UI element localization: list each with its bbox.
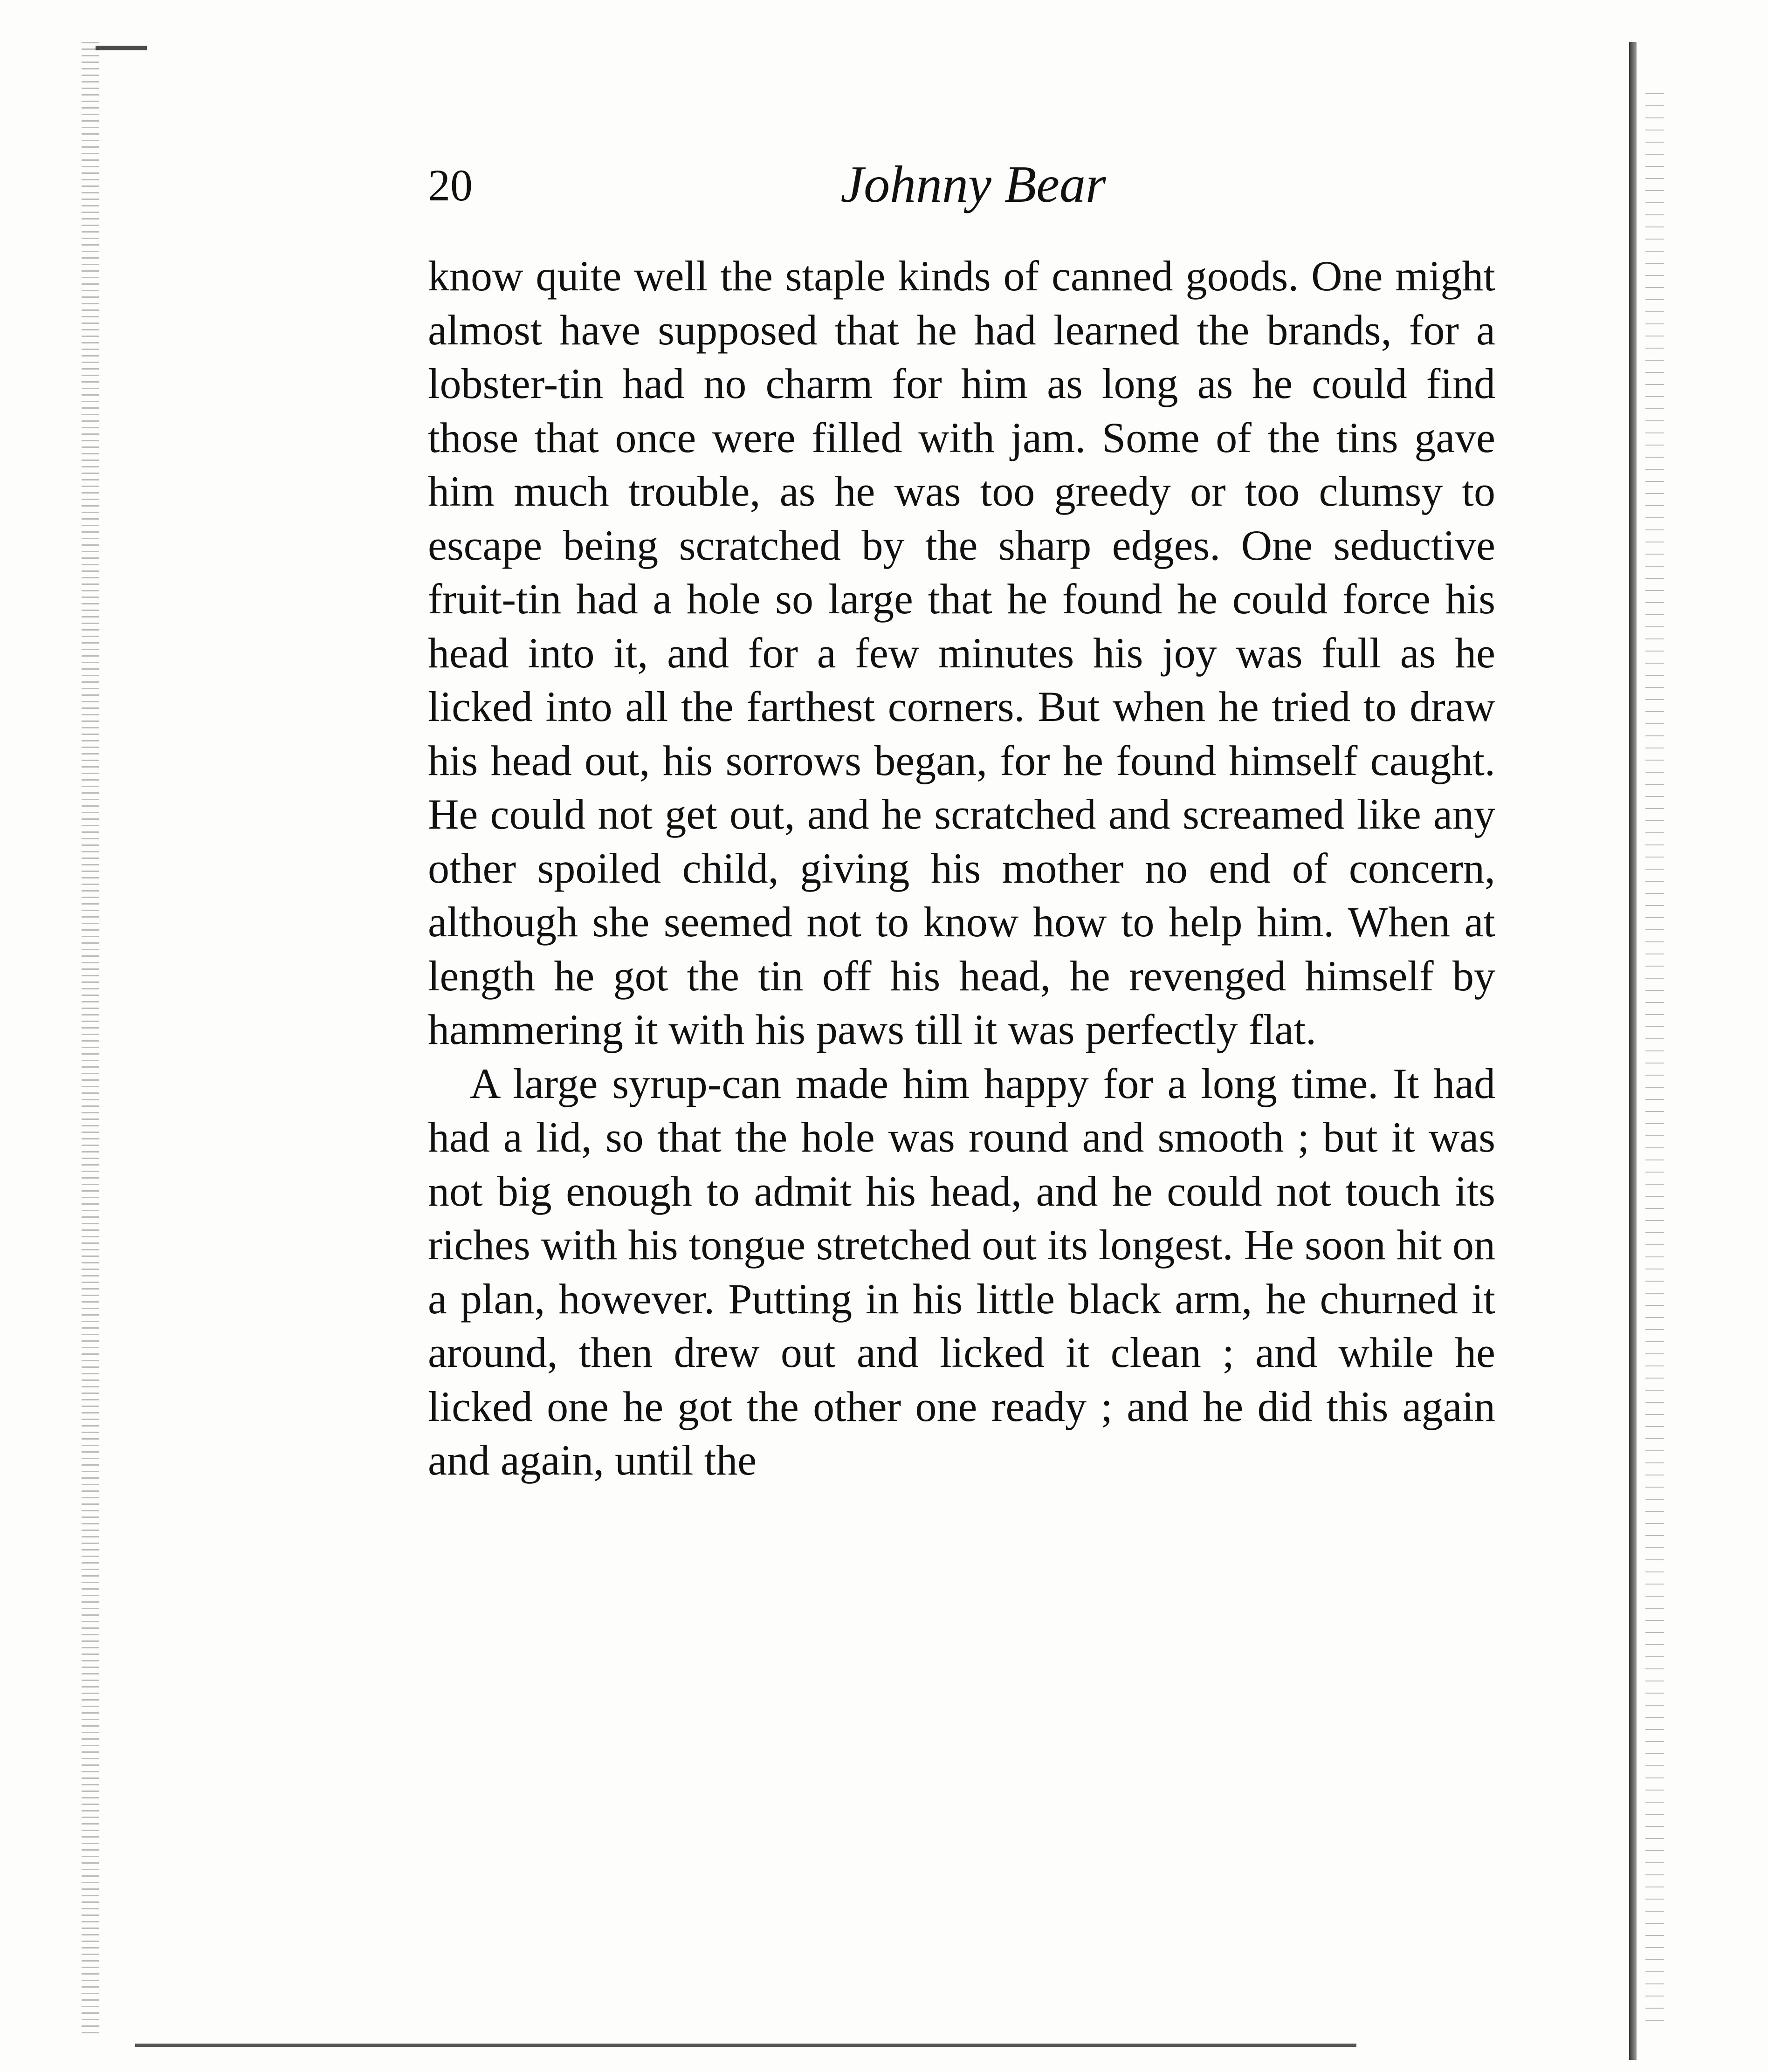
paragraph-2: A large syrup-can made him happy for a long time. It had had a lid, so that the hole was round and smooth ; but it was not big enough to admit his head, and he could not touch its riches with his tongue stretched out its longest. He soon hit on a plan, however. Putting in his little black arm, he churned it around, then drew out and licked it clean ; and while he licked one he got the other one ready ; and he did this again and again, until the: [428, 1059, 1495, 1484]
body-text: [428, 249, 1495, 1488]
page-number: 20: [428, 160, 473, 210]
scan-artifact-left-edge: [82, 42, 99, 2037]
scan-artifact-right-speckle: [1645, 93, 1664, 2027]
page-header: [428, 154, 1495, 224]
paragraph-1: know quite well the staple kinds of canned goods. One might almost have supposed that he had learned the brands, for a lobster-tin had no charm for him as long as he could find those that once were filled with jam. Some of the tins gave him much trouble, as he was too greedy or too clumsy to escape being scratched by the sharp edges. One seductive fruit-tin had a hole so large that he found he could force his head into it, and for a few minutes his joy was full as he licked into all the farthest corners. But when he tried to draw his head out, his sorrows began, for he found himself caught. He could not get out, and he scratched and screamed like any other spoiled child, giving his mother no end of concern, although she seemed not to know how to help him. When at length he got the tin off his head, he revenged himself by hammering it with his paws till it was perfectly flat.: [428, 252, 1495, 1053]
scan-artifact-bottom-rule: [135, 2044, 1356, 2047]
running-head: Johnny Bear: [840, 156, 1106, 213]
scan-artifact-top: [96, 46, 147, 50]
page-binding-edge: [1629, 42, 1637, 2060]
